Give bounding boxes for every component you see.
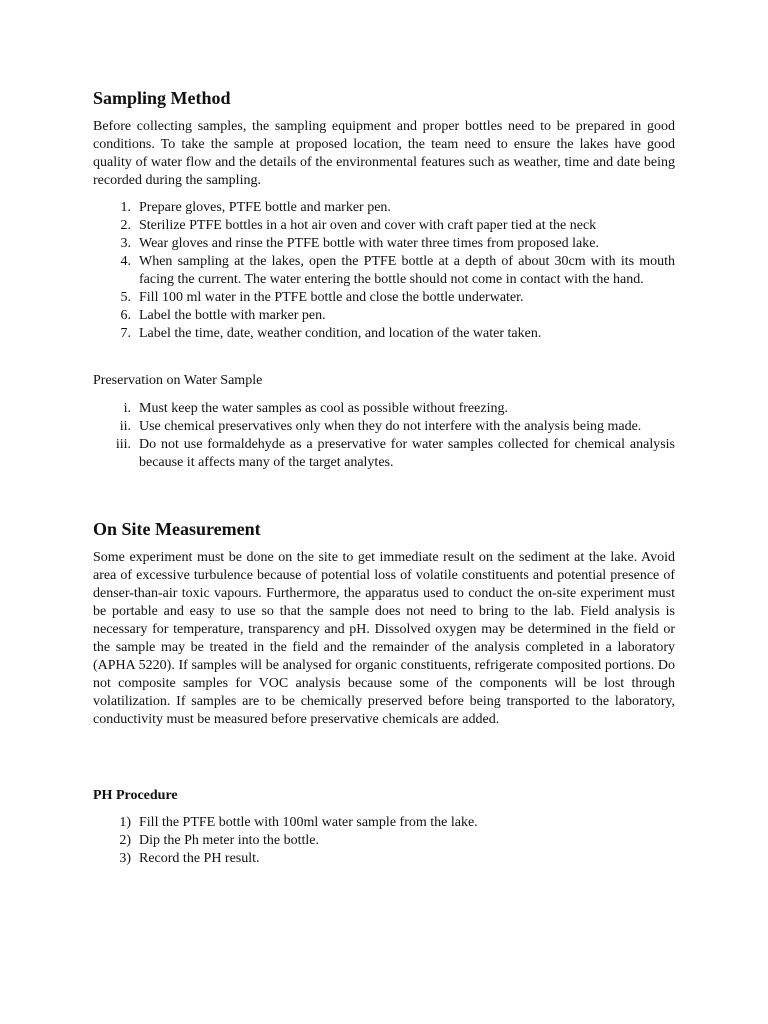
list-item (93, 217, 675, 235)
list-marker: 4. (120, 254, 131, 269)
list-marker: 7. (120, 326, 131, 341)
list-item-text: Label the time, date, weather condition, and location of the water taken. (139, 326, 542, 341)
list-item (93, 814, 675, 832)
list-marker: 1. (120, 200, 131, 215)
ph-procedure-heading: PH Procedure (93, 788, 178, 803)
list-marker: 6. (120, 308, 131, 323)
list-item-text: Fill 100 ml water in the PTFE bottle and close the bottle underwater. (139, 290, 524, 305)
list-item (93, 832, 675, 850)
list-item-text: Do not use formaldehyde as a preservative for water samples collected for chemical analysis because it affects many of the target analytes. (139, 437, 675, 470)
list-marker: 5. (120, 290, 131, 305)
list-item-text: Must keep the water samples as cool as possible without freezing. (139, 401, 508, 416)
sampling-intro-paragraph: Before collecting samples, the sampling equipment and proper bottles need to be prepared in good conditions. To take the sample at proposed location, the team need to ensure the lakes have good quality of water flow and the details of the environmental features such as weather, time and date being recorded during the sampling. (93, 119, 675, 188)
list-item-text: Record the PH result. (139, 851, 260, 866)
list-item (93, 253, 675, 289)
sampling-steps-list (93, 199, 675, 343)
ph-steps-list (93, 814, 675, 868)
on-site-measurement-heading: On Site Measurement (93, 519, 261, 539)
list-item (93, 325, 675, 343)
list-item (93, 400, 675, 418)
list-item (93, 307, 675, 325)
list-item (93, 235, 675, 253)
list-marker: 2) (119, 833, 131, 848)
list-item-text: Prepare gloves, PTFE bottle and marker pen. (139, 200, 391, 215)
list-marker: 2. (120, 218, 131, 233)
list-marker: iii. (115, 437, 131, 452)
list-item (93, 199, 675, 217)
on-site-paragraph: Some experiment must be done on the site to get immediate result on the sediment at the lake. Avoid area of excessive turbulence because of potential loss of volatile constituents and potential presence of denser-than-air toxic vapours. Furthermore, the apparatus used to conduct the on-site experiment must be portable and easy to use so that the sample does not need to bring to the lab. Field analysis is necessary for temperature, transparency and pH. Dissolved oxygen may be determined in the field or the sample may be treated in the field and the remainder of the analysis completed in a laboratory (APHA 5220). If samples will be analysed for organic constituents, refrigerate composited portions. Do not composite samples for VOC analysis because some of the components will be lost through volatilization. If samples are to be chemically preserved before being transported to the laboratory, conductivity must be measured before preservative chemicals are added. (93, 550, 675, 727)
preservation-list (93, 400, 675, 472)
list-item (93, 850, 675, 868)
list-item (93, 418, 675, 436)
list-marker: 3. (120, 236, 131, 251)
preservation-heading: Preservation on Water Sample (93, 373, 263, 388)
list-item-text: When sampling at the lakes, open the PTFE bottle at a depth of about 30cm with its mouth facing the current. The water entering the bottle should not come in contact with the hand. (139, 254, 675, 287)
list-item-text: Dip the Ph meter into the bottle. (139, 833, 320, 848)
list-item-text: Sterilize PTFE bottles in a hot air oven and cover with craft paper tied at the neck (139, 218, 597, 233)
list-item-text: Fill the PTFE bottle with 100ml water sample from the lake. (139, 815, 478, 830)
list-marker: i. (123, 401, 131, 416)
sampling-method-heading: Sampling Method (93, 88, 231, 108)
list-marker: 3) (119, 851, 131, 866)
list-marker: ii. (119, 419, 131, 434)
list-item (93, 289, 675, 307)
list-item-text: Wear gloves and rinse the PTFE bottle with water three times from proposed lake. (139, 236, 599, 251)
list-item-text: Use chemical preservatives only when they do not interfere with the analysis being made. (139, 419, 642, 434)
list-item (93, 436, 675, 472)
list-marker: 1) (119, 815, 131, 830)
list-item-text: Label the bottle with marker pen. (139, 308, 326, 323)
